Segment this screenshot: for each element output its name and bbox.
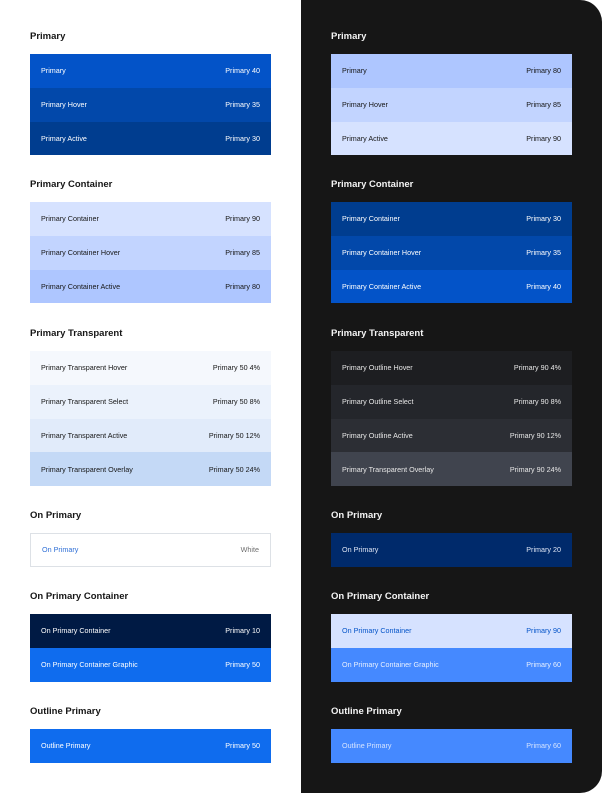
swatch-value: Primary 30 — [526, 214, 561, 224]
swatch-label: Primary Container — [41, 214, 99, 224]
swatch-on-primary-container — [331, 614, 572, 648]
section-primary-transparent — [331, 327, 572, 486]
swatch-value: Primary 10 — [225, 626, 260, 636]
section-primary-container — [30, 178, 271, 303]
section-title: Primary — [331, 31, 367, 42]
swatch-primary — [30, 54, 271, 88]
section-title: Outline Primary — [331, 706, 402, 717]
swatch-primary — [331, 54, 572, 88]
swatch-primary-container-active — [30, 270, 271, 304]
swatch-label: Primary Outline Select — [342, 397, 414, 407]
swatch-primary-container-hover — [331, 236, 572, 270]
swatch-label: Primary Transparent Active — [41, 430, 128, 440]
swatch-primary-container-hover — [30, 236, 271, 270]
swatch-label: Outline Primary — [41, 741, 91, 751]
swatch-primary-transparent-hover — [30, 351, 271, 385]
swatch-on-primary-container — [30, 614, 271, 648]
swatch-value: Primary 90 12% — [509, 430, 561, 440]
swatch-value: Primary 40 — [225, 66, 260, 76]
section-primary — [331, 30, 572, 155]
swatch-value: White — [240, 545, 259, 555]
swatch-label: On Primary — [42, 545, 79, 555]
swatch-on-primary — [331, 533, 572, 567]
swatch-label: Primary Transparent Select — [41, 397, 129, 407]
swatch-primary-hover — [331, 88, 572, 122]
swatch-primary-transparent-overlay — [331, 452, 572, 486]
swatch-primary-transparent-active — [30, 419, 271, 453]
swatch-value: Primary 90 4% — [513, 363, 561, 373]
swatch-label: On Primary Container — [41, 626, 111, 636]
swatch-label: Primary Transparent Overlay — [41, 464, 133, 474]
section-on-primary — [30, 509, 271, 567]
swatch-value: Primary 50 12% — [208, 430, 260, 440]
section-primary — [30, 30, 271, 155]
section-on-primary — [331, 509, 572, 567]
swatch-label: On Primary Container — [342, 626, 412, 636]
swatch-primary-hover — [30, 88, 271, 122]
section-title: On Primary — [331, 510, 383, 521]
swatch-value: Primary 90 — [526, 626, 561, 636]
swatch-primary-outline-active — [331, 419, 572, 453]
swatch-label: Primary — [342, 66, 367, 76]
swatch-on-primary-container-graphic — [331, 648, 572, 682]
swatch-label: On Primary Container Graphic — [342, 660, 439, 670]
section-title: On Primary Container — [331, 591, 430, 602]
swatch-primary-transparent-overlay — [30, 452, 271, 486]
swatch-value: Primary 90 — [526, 133, 561, 143]
swatch-label: Primary Container Active — [41, 281, 121, 291]
swatch-primary-active — [331, 122, 572, 156]
swatch-primary-container — [30, 202, 271, 236]
swatch-value: Primary 20 — [526, 545, 561, 555]
swatch-label: Primary Active — [41, 133, 87, 143]
swatch-label: On Primary Container Graphic — [41, 660, 138, 670]
swatch-value: Primary 60 — [526, 741, 561, 751]
section-title: Primary Container — [331, 179, 414, 190]
swatch-label: Primary Hover — [342, 100, 388, 110]
swatch-label: Primary Container Active — [342, 281, 422, 291]
section-title: Primary Transparent — [331, 328, 424, 339]
swatch-primary-container-active — [331, 270, 572, 304]
swatch-value: Primary 60 — [526, 660, 561, 670]
dark-theme-panel — [301, 0, 602, 793]
section-title: Outline Primary — [30, 706, 101, 717]
swatch-value: Primary 85 — [225, 248, 260, 258]
section-title: Primary Container — [30, 179, 113, 190]
swatch-on-primary-container-graphic — [30, 648, 271, 682]
swatch-value: Primary 50 4% — [212, 363, 260, 373]
section-primary-transparent — [30, 327, 271, 486]
section-title: Primary Transparent — [30, 328, 123, 339]
swatch-primary-active — [30, 122, 271, 156]
swatch-value: Primary 90 8% — [513, 397, 561, 407]
swatch-value: Primary 90 — [225, 214, 260, 224]
swatch-value: Primary 50 8% — [212, 397, 260, 407]
swatch-value: Primary 50 — [225, 741, 260, 751]
swatch-primary-outline-select — [331, 385, 572, 419]
swatch-label: Primary Outline Active — [342, 430, 413, 440]
section-on-primary-container — [30, 590, 271, 682]
swatch-label: Primary Transparent Overlay — [342, 464, 434, 474]
swatch-label: On Primary — [342, 545, 379, 555]
swatch-label: Primary Container — [342, 214, 400, 224]
section-title: On Primary — [30, 510, 82, 521]
swatch-on-primary — [30, 533, 271, 567]
swatch-outline-primary — [331, 729, 572, 763]
swatch-primary-transparent-select — [30, 385, 271, 419]
section-outline-primary — [30, 705, 271, 763]
section-title: Primary — [30, 31, 66, 42]
swatch-value: Primary 35 — [526, 248, 561, 258]
swatch-value: Primary 80 — [526, 66, 561, 76]
swatch-label: Primary Hover — [41, 100, 87, 110]
section-outline-primary — [331, 705, 572, 763]
swatch-label: Primary Transparent Hover — [41, 363, 128, 373]
swatch-outline-primary — [30, 729, 271, 763]
swatch-label: Outline Primary — [342, 741, 392, 751]
swatch-value: Primary 40 — [526, 281, 561, 291]
swatch-value: Primary 50 24% — [208, 464, 260, 474]
section-on-primary-container — [331, 590, 572, 682]
swatch-label: Primary Outline Hover — [342, 363, 413, 373]
swatch-value: Primary 30 — [225, 133, 260, 143]
section-title: On Primary Container — [30, 591, 129, 602]
swatch-primary-outline-hover — [331, 351, 572, 385]
swatch-label: Primary Container Hover — [342, 248, 422, 258]
swatch-value: Primary 50 — [225, 660, 260, 670]
swatch-value: Primary 35 — [225, 100, 260, 110]
swatch-label: Primary — [41, 66, 66, 76]
swatch-label: Primary Active — [342, 133, 388, 143]
swatch-label: Primary Container Hover — [41, 248, 121, 258]
swatch-value: Primary 90 24% — [509, 464, 561, 474]
swatch-value: Primary 80 — [225, 281, 260, 291]
swatch-primary-container — [331, 202, 572, 236]
section-primary-container — [331, 178, 572, 303]
swatch-value: Primary 85 — [526, 100, 561, 110]
